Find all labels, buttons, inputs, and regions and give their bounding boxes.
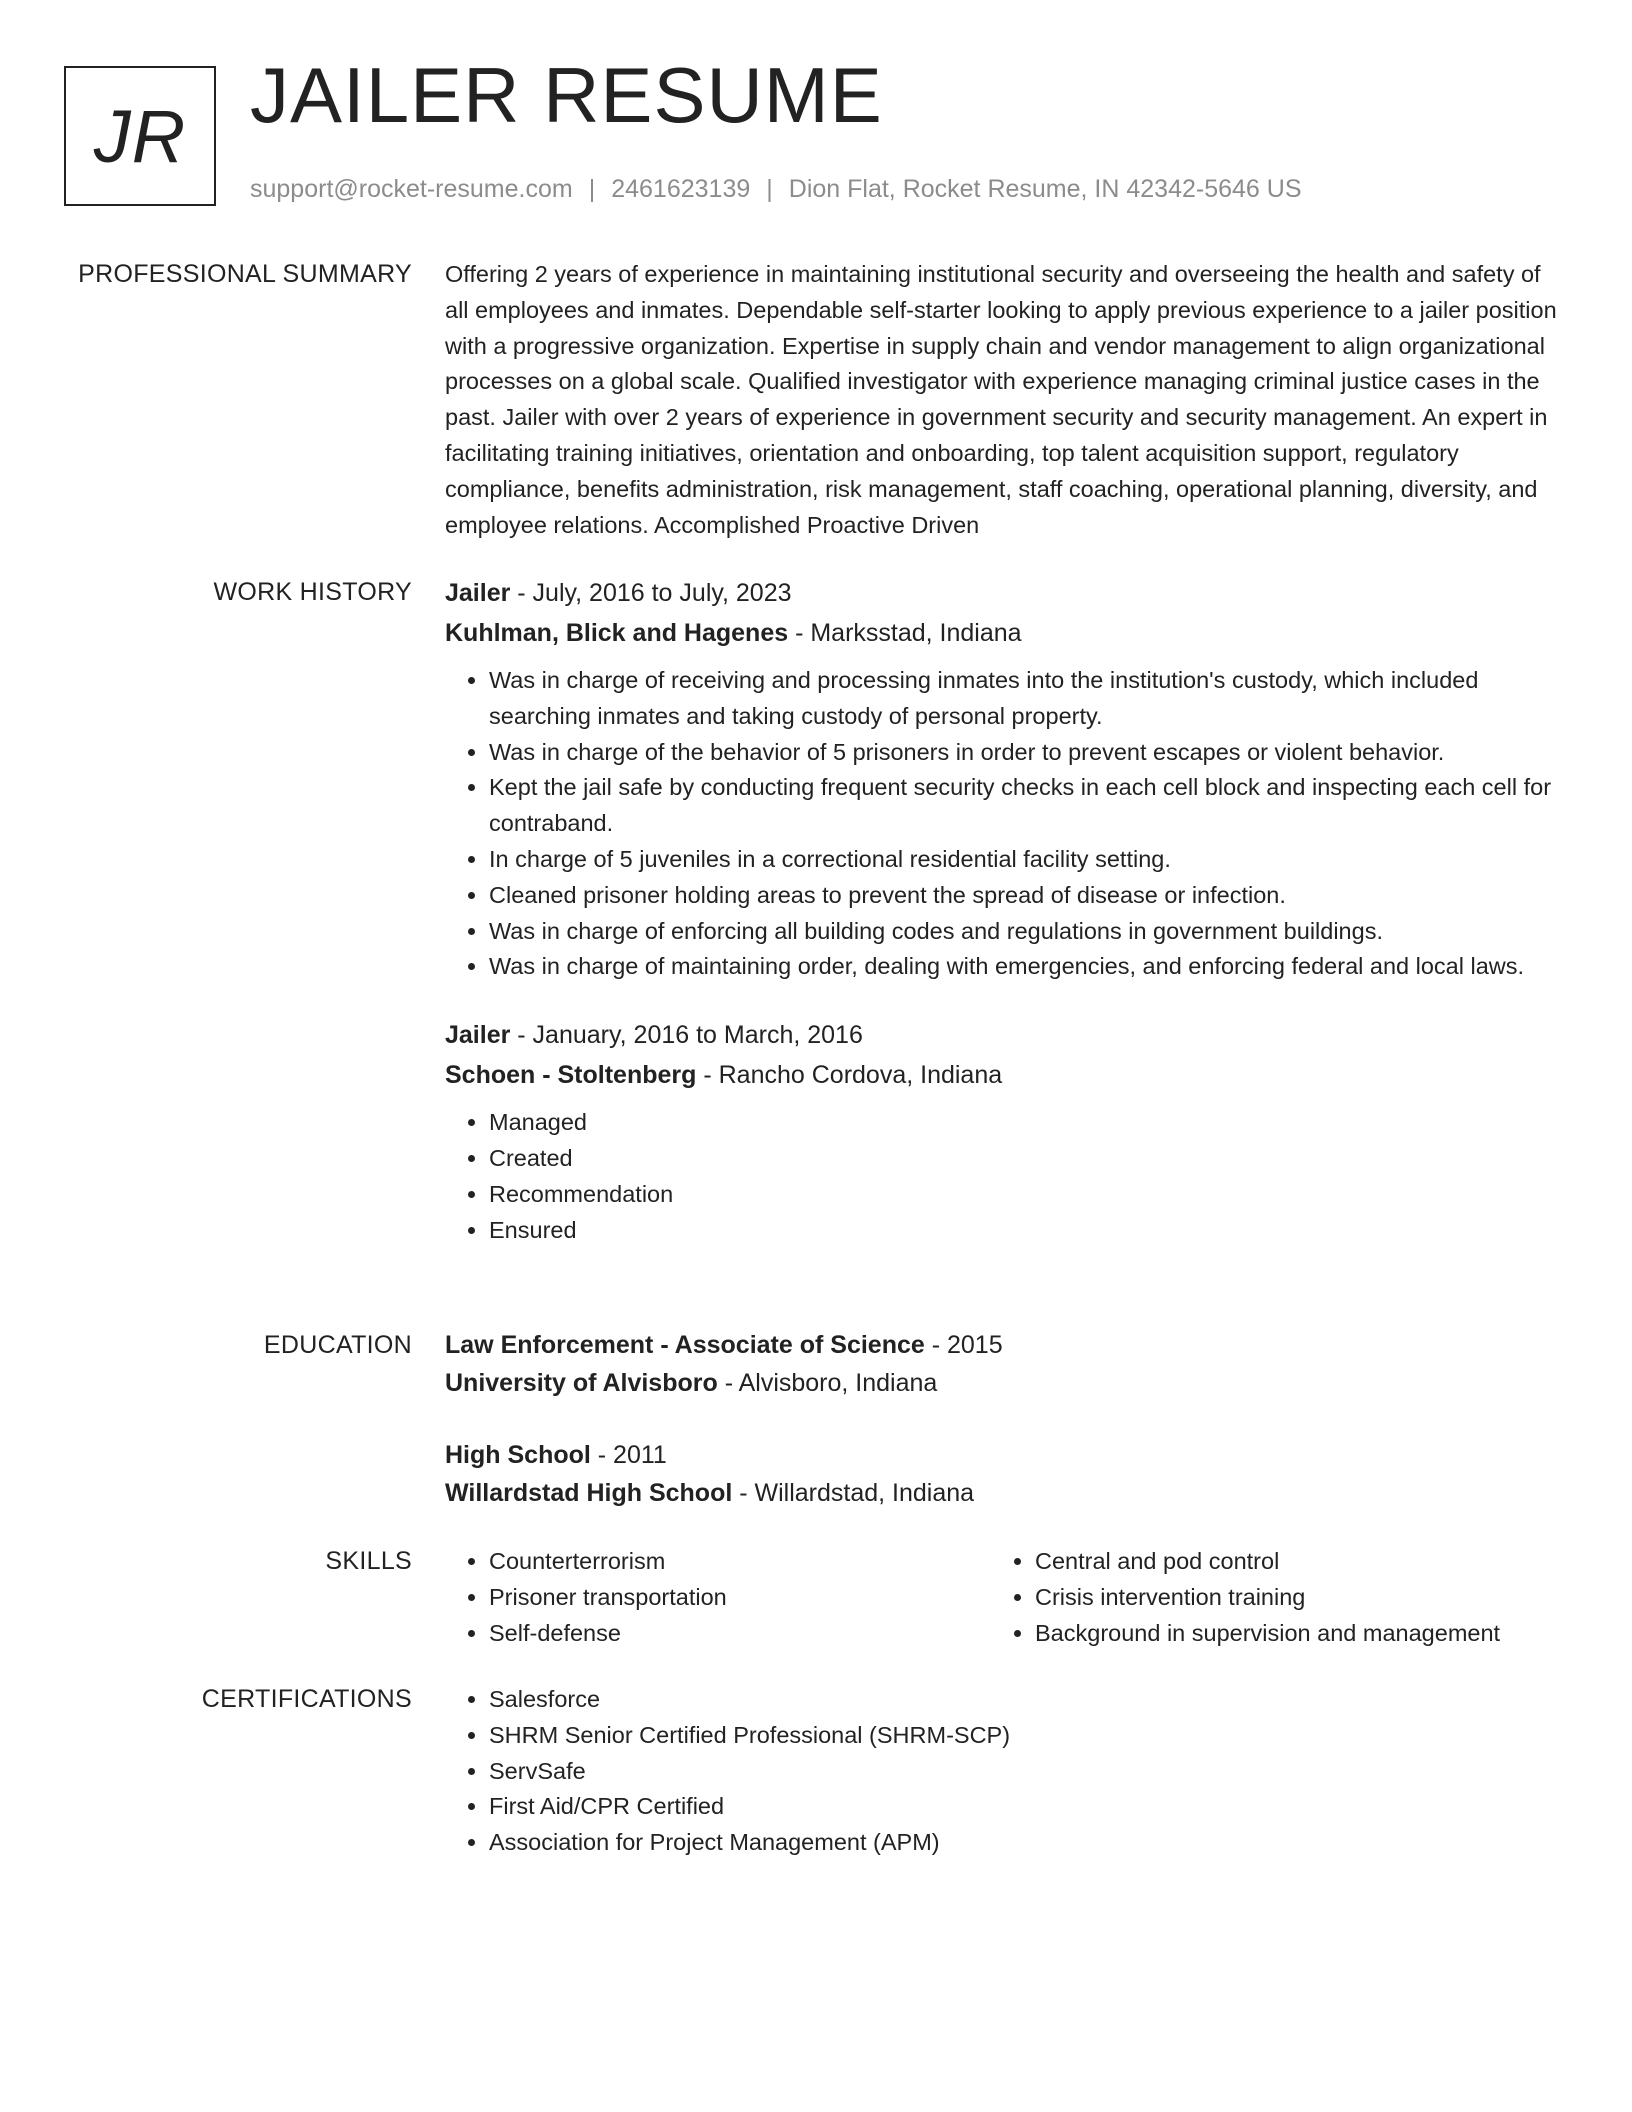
education-body [445, 1326, 1560, 1512]
list-item: • Was in charge of the behavior of 5 prisoners in order to prevent escapes or violent behavior. [489, 735, 1560, 771]
section-heading-summary: PROFESSIONAL SUMMARY [78, 260, 412, 288]
job-title: Jailer [445, 579, 511, 607]
list-item: • Ensured [489, 1213, 1560, 1249]
job-entry [445, 1015, 1560, 1248]
list-item: • Cleaned prisoner holding areas to prevent the spread of disease or infection. [489, 878, 1560, 914]
degree-line [445, 1326, 1560, 1364]
job-duties-list [445, 1105, 1560, 1248]
school-location: - Alvisboro, Indiana [717, 1369, 938, 1397]
list-item: • In charge of 5 juveniles in a correctional residential facility setting. [489, 842, 1560, 878]
contact-address: Dion Flat, Rocket Resume, IN 42342-5646 US [788, 175, 1302, 203]
list-item: • Was in charge of enforcing all building codes and regulations in government buildings. [489, 914, 1560, 950]
skills-list-left [445, 1544, 991, 1651]
job-dates: - January, 2016 to March, 2016 [510, 1021, 863, 1050]
school-name: Willardstad High School [445, 1479, 733, 1507]
list-item: • Created [489, 1141, 1560, 1177]
job-duties-list [445, 663, 1560, 985]
list-item: • Crisis intervention training [1035, 1580, 1537, 1616]
section-heading-work-history: WORK HISTORY [213, 578, 412, 606]
list-item: • Counterterrorism [489, 1544, 991, 1580]
employer-location: - Marksstad, Indiana [788, 619, 1022, 647]
list-item: • SHRM Senior Certified Professional (SHRM-SCP) [489, 1718, 1560, 1754]
job-title-line [445, 1015, 1560, 1055]
school-name: University of Alvisboro [445, 1369, 718, 1397]
list-item: • ServSafe [489, 1754, 1560, 1790]
summary-text: Offering 2 years of experience in maintaining institutional security and overseeing the health and safety of all employees and inmates. Dependable self-starter looking to apply previous experience to a jailer position with a progressive organization. Expertise in supply chain and vendor management to align organizational processes on a global scale. Qualified investigator with experience managing criminal justice cases in the past. Jailer with over 2 years of experience in government security and security management. An expert in facilitating training initiatives, orientation and onboarding, top talent acquisition support, regulatory compliance, benefits administration, risk management, staff coaching, operational planning, diversity, and employee relations. Accomplished Proactive Driven [445, 261, 1557, 538]
employer-line [445, 613, 1560, 653]
employer-line [445, 1055, 1560, 1095]
list-item: • Prisoner transportation [489, 1580, 991, 1616]
certifications-list [445, 1682, 1560, 1861]
list-item: • Salesforce [489, 1682, 1560, 1718]
summary-body [445, 257, 1560, 543]
contact-separator: | [766, 175, 773, 203]
contact-separator: | [588, 175, 596, 203]
list-item: • Was in charge of maintaining order, dealing with emergencies, and enforcing federal and local laws. [489, 949, 1560, 985]
education-entry [445, 1326, 1560, 1402]
job-dates: - July, 2016 to July, 2023 [510, 579, 792, 607]
employer-name: Schoen - Stoltenberg [445, 1061, 697, 1090]
section-heading-certifications: CERTIFICATIONS [201, 1685, 412, 1713]
contact-line [250, 174, 1302, 204]
skills-list-right [991, 1544, 1537, 1651]
degree-line [445, 1436, 1560, 1474]
list-item: • First Aid/CPR Certified [489, 1789, 1560, 1825]
monogram-initials: JR [93, 94, 187, 178]
list-item: • Recommendation [489, 1177, 1560, 1213]
school-line [445, 1364, 1560, 1402]
job-title-line [445, 573, 1560, 613]
list-item: • Self-defense [489, 1616, 991, 1652]
list-item: • Background in supervision and management [1035, 1616, 1537, 1652]
certifications-body [445, 1682, 1560, 1861]
job-entry [445, 573, 1560, 985]
skills-body [445, 1544, 1560, 1651]
job-title: Jailer [445, 1021, 511, 1050]
degree-name: High School [445, 1441, 591, 1469]
resume-title: JAILER RESUME [250, 51, 883, 139]
school-location: - Willardstad, Indiana [732, 1479, 975, 1507]
degree-name: Law Enforcement - Associate of Science [445, 1331, 925, 1359]
list-item: • Association for Project Management (APM) [489, 1825, 1560, 1861]
education-entry [445, 1436, 1560, 1512]
list-item: • Was in charge of receiving and processing inmates into the institution's custody, which included searching inmates and taking custody of personal property. [489, 663, 1560, 735]
contact-email[interactable]: support@rocket-resume.com [250, 175, 573, 203]
skills-columns [445, 1544, 1560, 1651]
school-line [445, 1474, 1560, 1512]
section-heading-skills: SKILLS [325, 1547, 412, 1575]
section-heading-education: EDUCATION [263, 1331, 412, 1359]
list-item: • Central and pod control [1035, 1544, 1537, 1580]
contact-phone[interactable]: 2461623139 [611, 175, 751, 203]
monogram-badge [64, 66, 216, 206]
work-history-body [445, 573, 1560, 1248]
list-item: • Kept the jail safe by conducting frequent security checks in each cell block and inspecting each cell for contraband. [489, 770, 1560, 842]
list-item: • Managed [489, 1105, 1560, 1141]
employer-location: - Rancho Cordova, Indiana [696, 1061, 1003, 1090]
degree-year: - 2015 [924, 1331, 1003, 1359]
degree-year: - 2011 [590, 1441, 667, 1469]
employer-name: Kuhlman, Blick and Hagenes [445, 619, 789, 647]
